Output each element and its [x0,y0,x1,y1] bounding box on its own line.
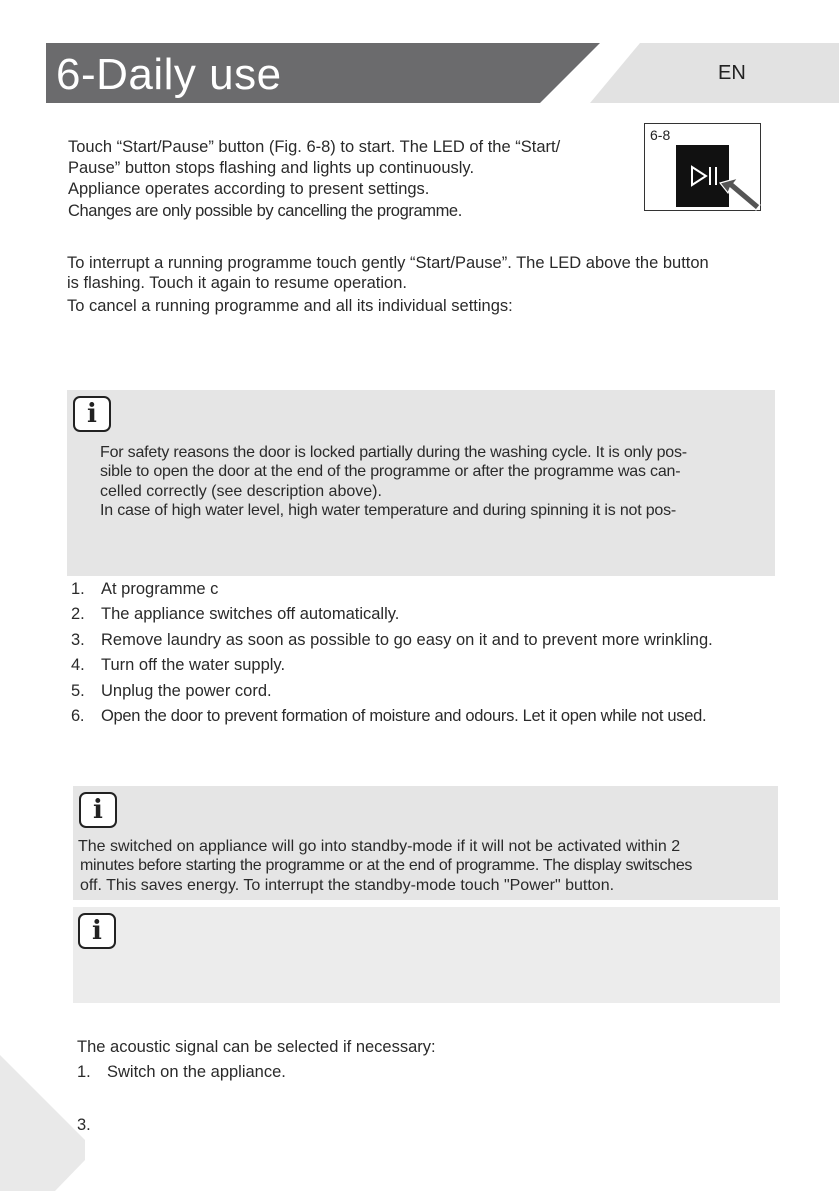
info1-line-1: For safety reasons the door is locked partially during the washing cycle. It is only pos- [100,444,687,461]
info-icon: i [78,913,116,949]
end-list-item-1: 1. At programme c [71,580,219,598]
interrupt-line-1: To interrupt a running programme touch gently “Start/Pause”. The LED above the button [67,254,709,272]
intro-line-2: Pause” button stops flashing and lights up continuously. [68,159,475,177]
interrupt-line-2: is flashing. Touch it again to resume operation. [67,274,407,292]
end-list-item-4: 4. Turn off the water supply. [71,656,286,674]
intro-line-3: Appliance operates according to present settings. [68,180,430,198]
figure-label: 6-8 [650,127,671,143]
info2-line-3: off. This saves energy. To interrupt the standby-mode touch "Power" button. [80,877,615,894]
header-tab [590,43,839,103]
page-title: 6-Daily use [56,50,282,99]
info-icon: i [79,792,117,828]
end-list-item-6: 6. Open the door to prevent formation of moisture and odours. Let it open while not used. [71,707,707,725]
interrupt-line-3: To cancel a running programme and all its individual settings: [67,297,513,315]
intro-line-4: Changes are only possible by cancelling the programme. [68,202,462,220]
acoustic-intro: The acoustic signal can be selected if necessary: [77,1038,436,1056]
end-list-item-5: 5. Unplug the power cord. [71,682,272,700]
info2-line-1: The switched on appliance will go into standby-mode if it will not be activated within 2 [78,838,681,855]
info2-line-2: minutes before starting the programme or at the end of programme. The display switsches [80,857,693,874]
end-list-item-2: 2. The appliance switches off automatically. [71,605,400,623]
acoustic-step-3: 3. [77,1116,91,1134]
info-icon: i [73,396,111,432]
intro-line-1: Touch “Start/Pause” button (Fig. 6-8) to start. The LED of the “Start/ [68,138,561,156]
info1-line-2: sible to open the door at the end of the programme or after the programme was can- [100,463,681,480]
end-list-item-3: 3. Remove laundry as soon as possible to go easy on it and to prevent more wrinkling. [71,631,713,649]
page-corner-decoration [0,1055,100,1191]
language-label: EN [718,62,746,84]
play-pause-icon [676,145,766,215]
pointer-arrow-icon [720,178,760,210]
info1-line-3: celled correctly (see description above). [100,483,382,500]
info-box-3 [73,907,780,1003]
acoustic-step-1: 1. Switch on the appliance. [77,1063,286,1081]
info1-line-4: In case of high water level, high water temperature and during spinning it is not pos- [100,502,677,519]
